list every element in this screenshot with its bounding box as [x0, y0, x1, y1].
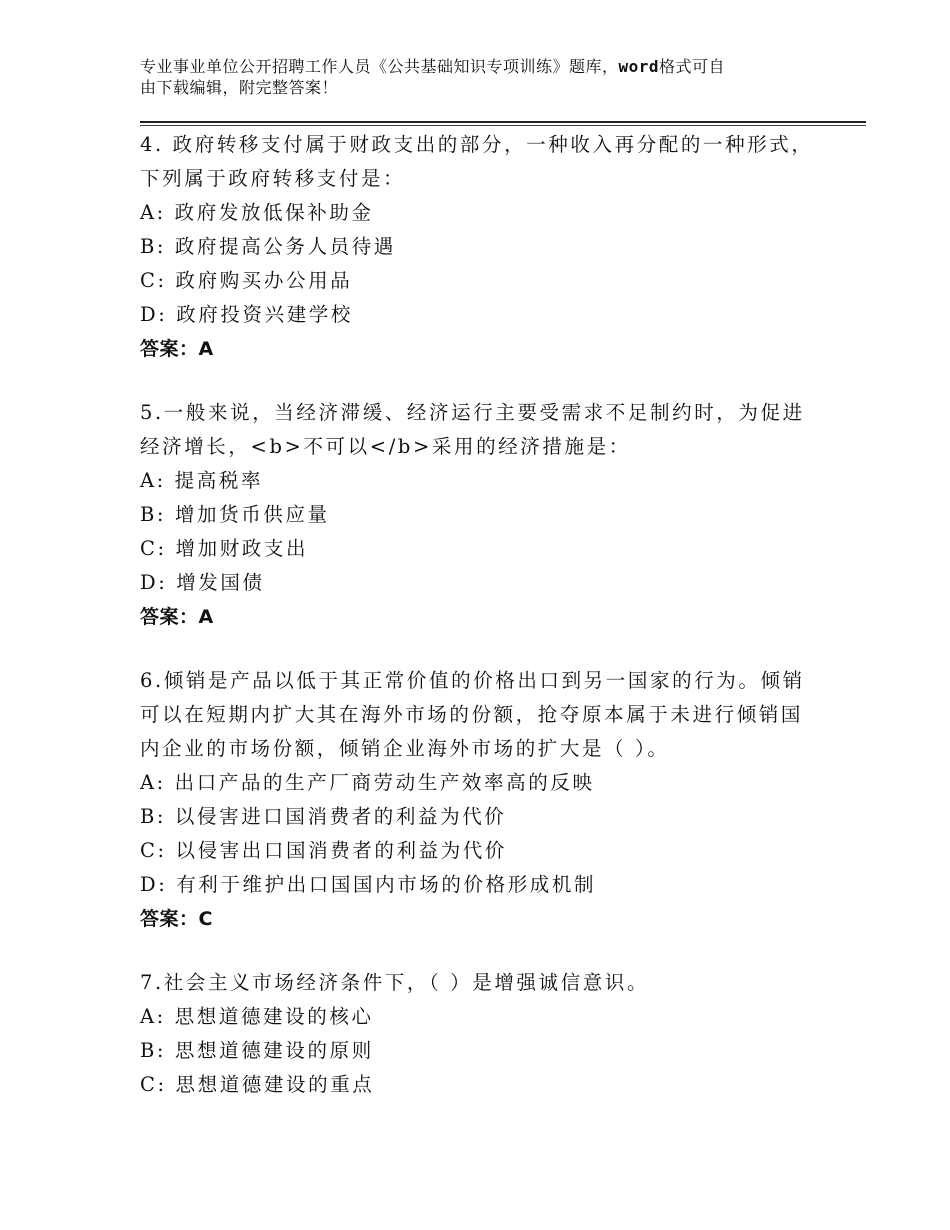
option-c: C: 政府购买办公用品: [140, 269, 353, 292]
question-list: [140, 128, 870, 1132]
header-text: 专业事业单位公开招聘工作人员《公共基础知识专项训练》题库，: [140, 57, 619, 76]
option-c: C: 思想道德建设的重点: [140, 1073, 375, 1096]
question-4: [140, 128, 870, 366]
question-stem: 可以在短期内扩大其在海外市场的份额，抢夺原本属于未进行倾销国: [140, 703, 804, 726]
header-line-1: [140, 56, 820, 77]
header-line-2: 由下载编辑，附完整答案！: [140, 78, 339, 97]
header-text: 格式可自: [659, 57, 726, 76]
answer: 答案：A: [140, 606, 214, 628]
question-stem: 6.倾销是产品以低于其正常价值的价格出口到另一国家的行为。倾销: [140, 669, 805, 692]
answer: 答案：C: [140, 908, 213, 930]
option-b: B: 政府提高公务人员待遇: [140, 235, 396, 258]
question-stem: 5.一般来说，当经济滞缓、经济运行主要受需求不足制约时，为促进: [140, 401, 805, 424]
question-stem: 内企业的市场份额，倾销企业海外市场的扩大是（ ）。: [140, 737, 670, 760]
question-stem: 4. 政府转移支付属于财政支出的部分，一种收入再分配的一种形式，: [140, 133, 814, 156]
header-rule: [140, 121, 866, 123]
option-d: D: 增发国债: [140, 571, 265, 594]
question-stem: 7.社会主义市场经济条件下，（ ）是增强诚信意识。: [140, 971, 650, 994]
option-c: C: 增加财政支出: [140, 537, 309, 560]
option-b: B: 以侵害进口国消费者的利益为代价: [140, 805, 507, 828]
document-header: [140, 56, 820, 98]
option-a: A: 提高税率: [140, 469, 264, 492]
option-c: C: 以侵害出口国消费者的利益为代价: [140, 839, 507, 862]
question-7: [140, 966, 870, 1102]
option-b: B: 思想道德建设的原则: [140, 1039, 374, 1062]
question-6: [140, 664, 870, 936]
header-word-format: word: [618, 57, 660, 76]
header-rule-thin: [140, 125, 866, 126]
option-a: A: 出口产品的生产厂商劳动生产效率高的反映: [140, 771, 595, 794]
question-stem: 经济增长，<b>不可以</b>采用的经济措施是：: [140, 435, 631, 458]
option-d: D: 政府投资兴建学校: [140, 303, 354, 326]
answer: 答案：A: [140, 338, 214, 360]
option-a: A: 思想道德建设的核心: [140, 1005, 374, 1028]
option-d: D: 有利于维护出口国国内市场的价格形成机制: [140, 873, 597, 896]
option-b: B: 增加货币供应量: [140, 503, 330, 526]
question-stem: 下列属于政府转移支付是：: [140, 167, 406, 190]
question-5: [140, 396, 870, 634]
option-a: A: 政府发放低保补助金: [140, 201, 374, 224]
